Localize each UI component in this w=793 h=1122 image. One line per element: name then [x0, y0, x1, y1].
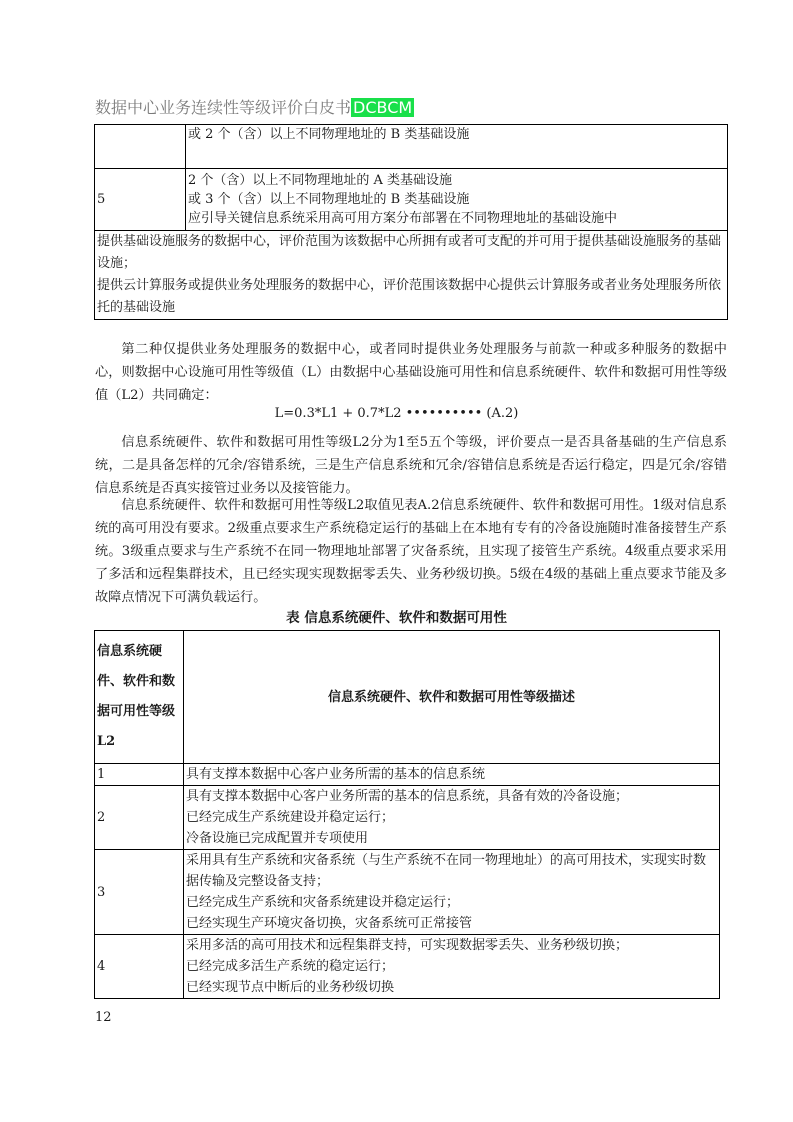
- table-header-row: [95, 631, 720, 764]
- table-row: [95, 786, 720, 850]
- level-cell: 2: [95, 786, 184, 850]
- description-line: 采用多活的高可用技术和远程集群支持，可实现数据零丢失、业务秒级切换；: [186, 938, 629, 953]
- description-line: 已经实现节点中断后的业务秒级切换: [186, 980, 395, 995]
- header-line: 据可用性等级: [97, 704, 176, 719]
- table-row: [95, 125, 728, 169]
- header-line: 信息系统硬: [97, 644, 163, 659]
- description-cell: [184, 786, 720, 850]
- description-cell: [186, 125, 728, 169]
- description-line: 已经完成生产系统建设并稳定运行；: [186, 810, 395, 825]
- level-cell: 5: [95, 169, 186, 231]
- table-row: [95, 764, 720, 786]
- table-row: [95, 935, 720, 999]
- table-row: [95, 169, 728, 231]
- description-cell: [184, 935, 720, 999]
- description-line: 或 3 个（含）以上不同物理地址的 B 类基础设施: [188, 192, 470, 207]
- system-availability-table: [94, 630, 720, 999]
- formula: L=0.3*L1 + 0.7*L2 •••••••••• (A.2): [274, 406, 519, 421]
- description-line: 已经完成生产系统和灾备系统建设并稳定运行；: [186, 895, 460, 910]
- level-cell: [95, 125, 186, 169]
- description-line: 应引导关键信息系统采用高可用方案分布部署在不同物理地址的基础设施中: [188, 211, 618, 226]
- description-line: 或 2 个（含）以上不同物理地址的 B 类基础设施: [188, 127, 470, 142]
- level-cell: 1: [95, 764, 184, 786]
- level-cell: 3: [95, 850, 184, 935]
- page-header: [95, 95, 414, 118]
- description-line: 2 个（含）以上不同物理地址的 A 类基础设施: [188, 173, 453, 188]
- description-line: 具有支撑本数据中心客户业务所需的基本的信息系统，具备有效的冷备设施；: [186, 789, 629, 804]
- description-cell: [184, 850, 720, 935]
- note-line: 提供云计算服务或提供业务处理服务的数据中心，评价范围该数据中心提供云计算服务或者业务处理服务所依托的基础设施: [97, 278, 722, 315]
- note-cell: [95, 231, 728, 320]
- header-title: 数据中心业务连续性等级评价白皮书: [95, 98, 352, 117]
- page-number: 12: [95, 1010, 112, 1025]
- header-tag: DCBCM: [353, 98, 413, 117]
- header-line: 件、软件和数: [97, 674, 176, 689]
- header-description-cell: 信息系统硬件、软件和数据可用性等级描述: [184, 631, 720, 764]
- note-line: 提供基础设施服务的数据中心，评价范围为该数据中心所拥有或者可支配的并可用于提供基础设施服务的基础设施；: [97, 234, 722, 271]
- description-line: 采用具有生产系统和灾备系统（与生产系统不在同一物理地址）的高可用技术，实现实时数据传输及完整设备支持；: [186, 853, 707, 889]
- header-level-cell: [95, 631, 184, 764]
- description-line: 已经实现生产环境灾备切换，灾备系统可正常接管: [186, 916, 473, 931]
- table-caption: 表 信息系统硬件、软件和数据可用性: [286, 610, 507, 626]
- paragraph: 信息系统硬件、软件和数据可用性等级L2分为1至5五个等级，评价要点一是否具备基础的生产信息系统，二是具备怎样的冗余/容错系统，三是生产信息系统和冗余/容错信息系统是否运行稳定，四是冗余/容错信息系统是否真实接管过业务以及接管能力。: [95, 435, 727, 496]
- description-cell: [184, 764, 720, 786]
- table-row: [95, 850, 720, 935]
- level-cell: 4: [95, 935, 184, 999]
- table-row: [95, 231, 728, 320]
- description-line: 已经完成多活生产系统的稳定运行；: [186, 959, 395, 974]
- paragraph: 第二种仅提供业务处理服务的数据中心，或者同时提供业务处理服务与前款一种或多种服务的数据中心，则数据中心设施可用性等级值（L）由数据中心基础设施可用性和信息系统硬件、软件和数据可用性等级值（L2）共同确定：: [95, 342, 727, 403]
- description-cell: [186, 169, 728, 231]
- infrastructure-level-table: [94, 124, 728, 320]
- description-line: 冷备设施已完成配置并专项使用: [186, 831, 369, 846]
- description-line: 具有支撑本数据中心客户业务所需的基本的信息系统: [186, 767, 486, 782]
- header-line: L2: [97, 734, 116, 749]
- paragraph: 信息系统硬件、软件和数据可用性等级L2取值见表A.2信息系统硬件、软件和数据可用性。1级对信息系统的高可用没有要求。2级重点要求生产系统稳定运行的基础上在本地有专有的冷备设施随时准备接替生产系统。3级重点要求与生产系统不在同一物理地址部署了灾备系统，且实现了接管生产系统。4级重点要求采用了多活和远程集群技术，且已经实现实现数据零丢失、业务秒级切换。5级在4级的基础上重点要求节能及多故障点情况下可满负载运行。: [95, 498, 727, 605]
